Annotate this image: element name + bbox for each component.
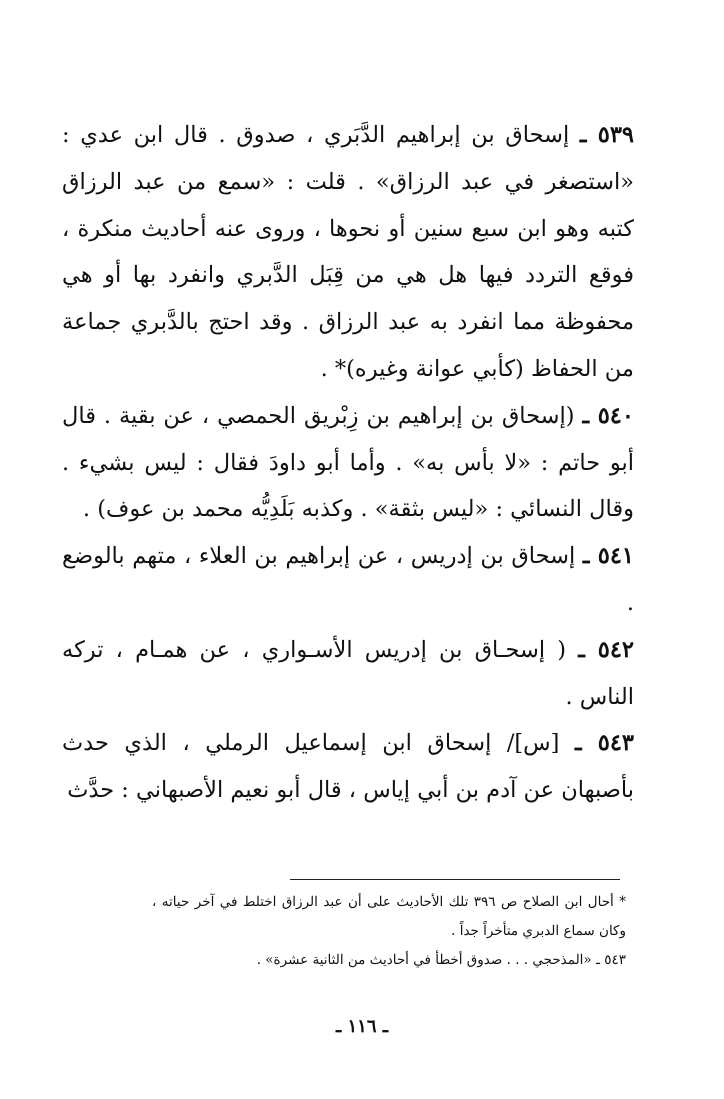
entry-text: (إسحاق بن إبراهيم بن زِبْريق الحمصي ، عن بقية . قال أبو حاتم : «لا بأس به» . وأما أبو داودَ فقال : ليس بشيء . وقال النسائي : «ليس بثقة» . وكذبه بَلَدِيُّه محمد بن عوف) . bbox=[62, 402, 634, 523]
entry-number: ٥٤٣ ـ bbox=[574, 730, 634, 757]
entry-text: [س]/ إسحاق ابن إسماعيل الرملي ، الذي حدث بأصبهان عن آدم بن أبي إياس ، قال أبو نعيم الأصبهاني : حدَّث bbox=[62, 730, 634, 804]
entry-text: إسحاق بن إبراهيم الدَّبَري ، صدوق . قال ابن عدي : «استصغر في عبد الرزاق» . قلت : «سمع من عبد الرزاق كتبه وهو ابن سبع سنين أو نحوها ، وروى عنه أحاديث منكرة ، فوقع التردد فيها هل هي من قِبَل الدَّبري وانفرد بها أو هي محفوظة مما انفرد به عبد الرزاق . وقد احتج بالدَّبري جماعة من الحفاظ (كأبي عوانة وغيره)* . bbox=[62, 122, 634, 382]
footnote: ٥٤٣ ـ «المذحجي . . . صدوق أخطأ في أحاديث من الثانية عشرة» . bbox=[256, 952, 626, 968]
entry-540 bbox=[62, 393, 634, 533]
footnote-divider bbox=[290, 879, 620, 880]
footnotes bbox=[152, 888, 626, 975]
entry-text: ( إسحـاق بن إدريس الأسـواري ، عن همـام ، تركه الناس . bbox=[62, 636, 634, 710]
entry-number: ٥٤١ ـ bbox=[582, 543, 634, 570]
entry-number: ٥٤٢ ـ bbox=[578, 636, 635, 663]
main-text bbox=[62, 112, 634, 814]
entry-542 bbox=[62, 627, 634, 721]
entry-539 bbox=[62, 112, 634, 393]
page-number: ـ ١١٦ ـ bbox=[335, 1016, 389, 1037]
entry-541 bbox=[62, 533, 634, 627]
entry-number: ٥٤٠ ـ bbox=[582, 402, 634, 429]
entry-number: ٥٣٩ ـ bbox=[579, 122, 635, 148]
entry-text: إسحاق بن إدريس ، عن إبراهيم بن العلاء ، متهم بالوضع . bbox=[62, 543, 634, 616]
footnote: * أحال ابن الصلاح ص ٣٩٦ تلك الأحاديث على أن عبد الرزاق اختلط في آخر حياته ، وكان سماع الدبري متأخراً جداً . bbox=[152, 894, 627, 939]
entry-543 bbox=[62, 720, 634, 814]
